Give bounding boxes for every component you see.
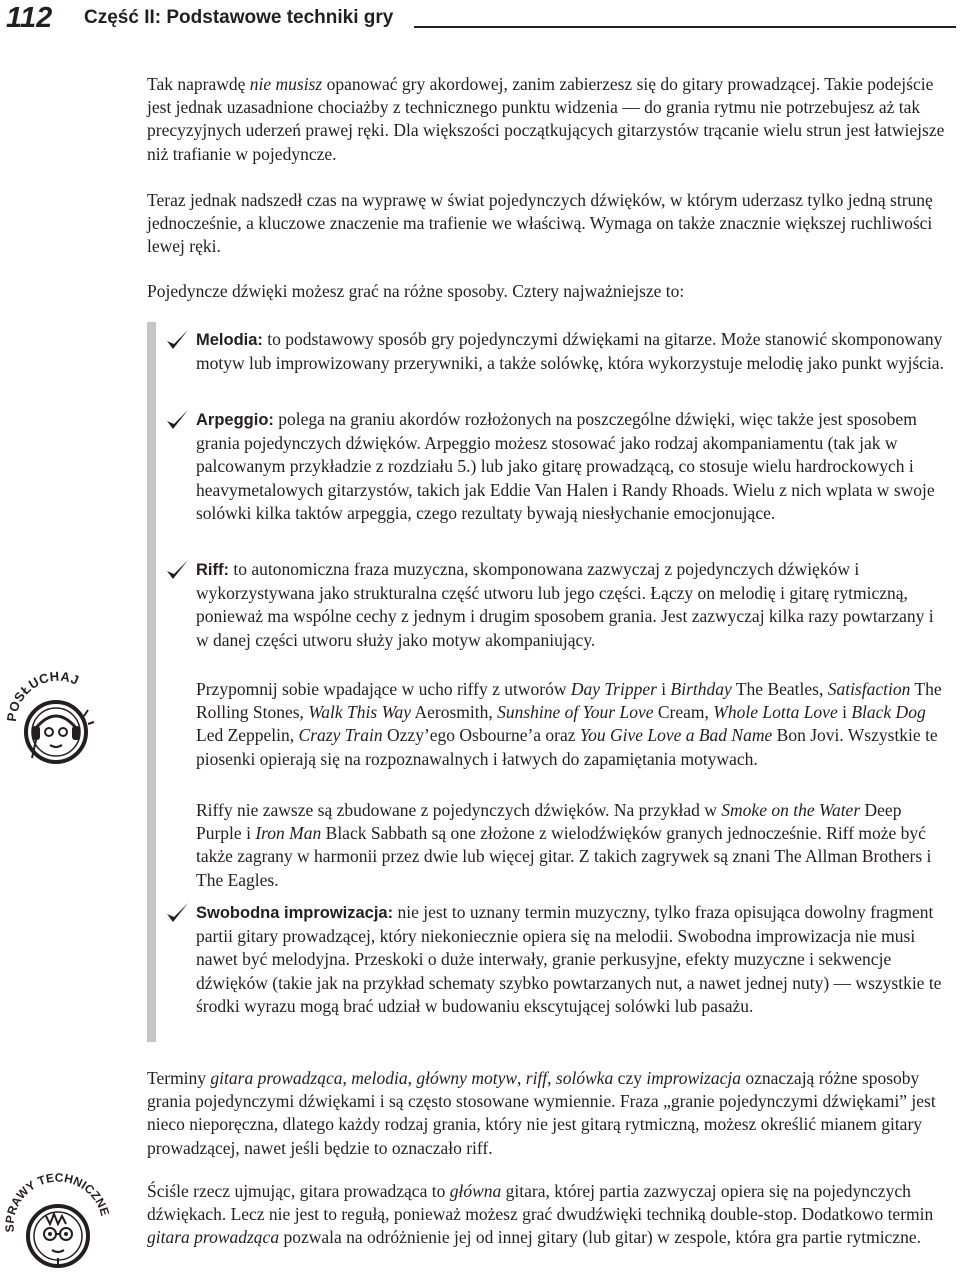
text-run: Black Dog xyxy=(851,702,926,723)
text-run: Deep Purple i xyxy=(196,800,902,844)
text-run: Iron Man xyxy=(255,823,322,844)
text-run: gitara prowadząca xyxy=(210,1068,343,1088)
text-run: Day Tripper xyxy=(570,679,657,699)
paragraph-terms xyxy=(147,1067,947,1160)
text-run: nie jest to uznany termin muzyczny, tylko fraza opisująca dowolny fragment partii gitary prowadzącej, który niekoniecznie opiera się na melodii. Swobodna improwizacja nie musi nawet być melodyjna. Przeskoki o duże interwały, granie perkusyjne, efekty muzyczne i sekwencje dźwięków (takie jak na przykład schematy szybko powtarzanych nut, a nawet jednej nuty) — wszystkie te środki wyrazu mogą brać udział w budowaniu ekscytującej solówki lub pasażu. xyxy=(196,902,942,1016)
list-item-melodia xyxy=(196,328,944,375)
page-number: 112 xyxy=(6,2,53,34)
listen-icon-label: POSŁUCHAJ xyxy=(3,668,82,723)
text-run: riff xyxy=(525,1068,548,1088)
text-run: Sunshine of Your Love xyxy=(497,702,654,723)
text-run: Teraz jednak nadszedł czas na wyprawę w świat pojedynczych dźwięków, w którym uderzasz tylko jedną strunę jednocześnie, a kluczowe znaczenie ma trafienie we właściwą. Wymaga on także znacznie większej ruchliwości lewej ręki. xyxy=(147,190,933,257)
checkmark-icon xyxy=(163,556,191,584)
text-run: Ściśle rzecz ujmując, gitara prowadząca to xyxy=(147,1181,450,1201)
text-run: główna xyxy=(449,1181,502,1201)
tech-icon-label: SPRAWY TECHNICZN xyxy=(2,1170,109,1233)
text-run: Led Zeppelin, xyxy=(196,725,299,746)
list-side-bar xyxy=(147,322,156,1042)
text-run: , xyxy=(547,1068,556,1088)
text-run: oznaczają różne sposoby grania pojedynczymi dźwiękami i są często stosowane wymiennie. Fraza „granie pojedynczymi dźwiękami” jest nieco nieporęczna, dlatego każdy rodzaj grania, który nie jest gitarą rytmiczną, możesz określić mianem gitary prowadzącej, nawet jeśli będzie to oznaczało riff. xyxy=(147,1068,936,1158)
text-run: polega na graniu akordów rozłożonych na poszczególne dźwięki, więc także jest sposobem grania pojedynczych dźwięków. Arpeggio możesz stosować jako rodzaj akompaniamentu (tak jak w palcowanym przykładzie z rozdziału 5.) lub jako gitarę prowadzącą, co stosuje wielu hardrockowych i heavymetalowych gitarzystów, takich jak Eddie Van Halen i Randy Rhoads. Wielu z nich wplata w swoje solówki kilka taktów arpeggia, czego rezultaty bywają niesłychanie emocjonujące. xyxy=(196,409,935,523)
text-run: opanować gry akordowej, zanim zabierzesz się do gitary prowadzącej. Takie podejście jest jednak uzasadnione chociażby z technicznego punktu widzenia — do grania rytmu nie potrzebujesz aż tak precyzyjnych uderzeń prawej ręki. Dla większości początkujących gitarzystów trącanie wielu strun jest łatwiejsze niż trafianie w pojedyncze. xyxy=(147,74,945,164)
text-run: Satisfaction xyxy=(827,679,911,699)
text-run: Aerosmith, xyxy=(411,702,498,723)
text-run: improwizacja xyxy=(646,1068,741,1088)
text-run: nie musisz xyxy=(249,74,323,94)
text-run: pozwala na odróżnienie jej od innej gitary (lub gitar) w zespole, która gra partie rytmiczne. xyxy=(279,1227,921,1248)
list-item-riff-chords xyxy=(196,799,944,892)
list-item-riff-examples xyxy=(196,678,944,771)
header-rule xyxy=(414,26,956,28)
text-run: solówka xyxy=(555,1068,614,1088)
text-run: główny motyw xyxy=(416,1068,518,1088)
text-run: czy xyxy=(613,1068,647,1088)
checkmark-icon xyxy=(163,899,191,927)
text-run: Tak naprawdę xyxy=(147,74,250,94)
text-run: Black Sabbath są one złożone z wielodźwięków granych jednocześnie. Riff może być także zagrany w harmonii przez dwie lub więcej gitar. Z takich zagrywek są znani The Allman Brothers i The Eagles. xyxy=(196,823,932,890)
text-run: Terminy xyxy=(147,1068,211,1088)
text-run: melodia xyxy=(351,1068,408,1088)
checkmark-icon xyxy=(163,326,191,354)
text-run: The Beatles, xyxy=(731,679,828,699)
paragraph-single-notes xyxy=(147,189,947,259)
list-item-arpeggio xyxy=(196,408,944,525)
technical-stuff-icon xyxy=(2,1158,110,1270)
text-run: Ozzy’ego Osbourne’a oraz xyxy=(382,725,580,746)
list-item-riff xyxy=(196,558,944,652)
text-run: Smoke on the Water xyxy=(721,800,861,820)
paragraph-lead-guitar xyxy=(147,1180,947,1250)
text-run: Pojedyncze dźwięki możesz grać na różne sposoby. Cztery najważniejsze to: xyxy=(147,281,685,301)
text-run: Bon Jovi. Wszystkie te piosenki opierają się na rozpoznawalnych i łatwych do zapamiętania motywach. xyxy=(196,725,938,769)
text-run: Whole Lotta Love xyxy=(713,702,838,723)
text-run: Przypomnij sobie wpadające w ucho riffy z utworów xyxy=(196,679,571,699)
running-head: Część II: Podstawowe techniki gry xyxy=(84,7,394,28)
text-run: , xyxy=(407,1068,417,1088)
text-run: , xyxy=(517,1068,526,1088)
text-run: Walk This Way xyxy=(308,702,412,723)
paragraph-list-intro xyxy=(147,280,947,303)
listen-headphones-icon xyxy=(2,652,110,774)
paragraph-intro xyxy=(147,73,947,166)
text-run: , xyxy=(342,1068,352,1088)
text-run: Melodia: xyxy=(196,331,263,349)
text-run: to podstawowy sposób gry pojedynczymi dźwiękami na gitarze. Może stanowić skomponowany motyw lub improwizowany przerywniki, a także solówkę, która wykorzystuje melodię jako punkt wyjścia. xyxy=(196,329,944,374)
text-run: Cream, xyxy=(653,702,714,723)
list-item-improwizacja xyxy=(196,901,944,1018)
text-run: to autonomiczna fraza muzyczna, skomponowana zazwyczaj z pojedynczych dźwięków i wykorzystywana jako strukturalna część utworu lub jego części. Łączy on melodię i gitarę rytmiczną, ponieważ ma wspólne cechy z jednym i drugim sposobem grania. Jest zazwyczaj kilka razy powtarzany i w danej części utworu służy jako motyw akompaniujący. xyxy=(196,559,934,650)
text-run: i xyxy=(837,702,852,723)
text-run: Birthday xyxy=(670,679,732,699)
text-run: Riff: xyxy=(196,561,229,579)
text-run: The Rolling Stones, xyxy=(196,679,942,723)
text-run: gitara, której partia zazwyczaj opiera się na pojedynczych dźwiękach. Lecz nie jest to regułą, ponieważ możesz grać dwudźwięki techniką double-stop. Dodatkowo termin xyxy=(147,1181,934,1225)
text-run: gitara prowadząca xyxy=(147,1227,280,1248)
text-run: Crazy Train xyxy=(298,725,383,746)
text-run: i xyxy=(656,679,671,699)
page-header xyxy=(0,0,960,40)
checkmark-icon xyxy=(163,406,191,434)
text-run: Arpeggio: xyxy=(196,411,274,429)
text-run: You Give Love a Bad Name xyxy=(579,725,773,746)
text-run: Riffy nie zawsze są zbudowane z pojedynczych dźwięków. Na przykład w xyxy=(196,800,722,820)
text-run: Swobodna improwizacja: xyxy=(196,904,394,922)
